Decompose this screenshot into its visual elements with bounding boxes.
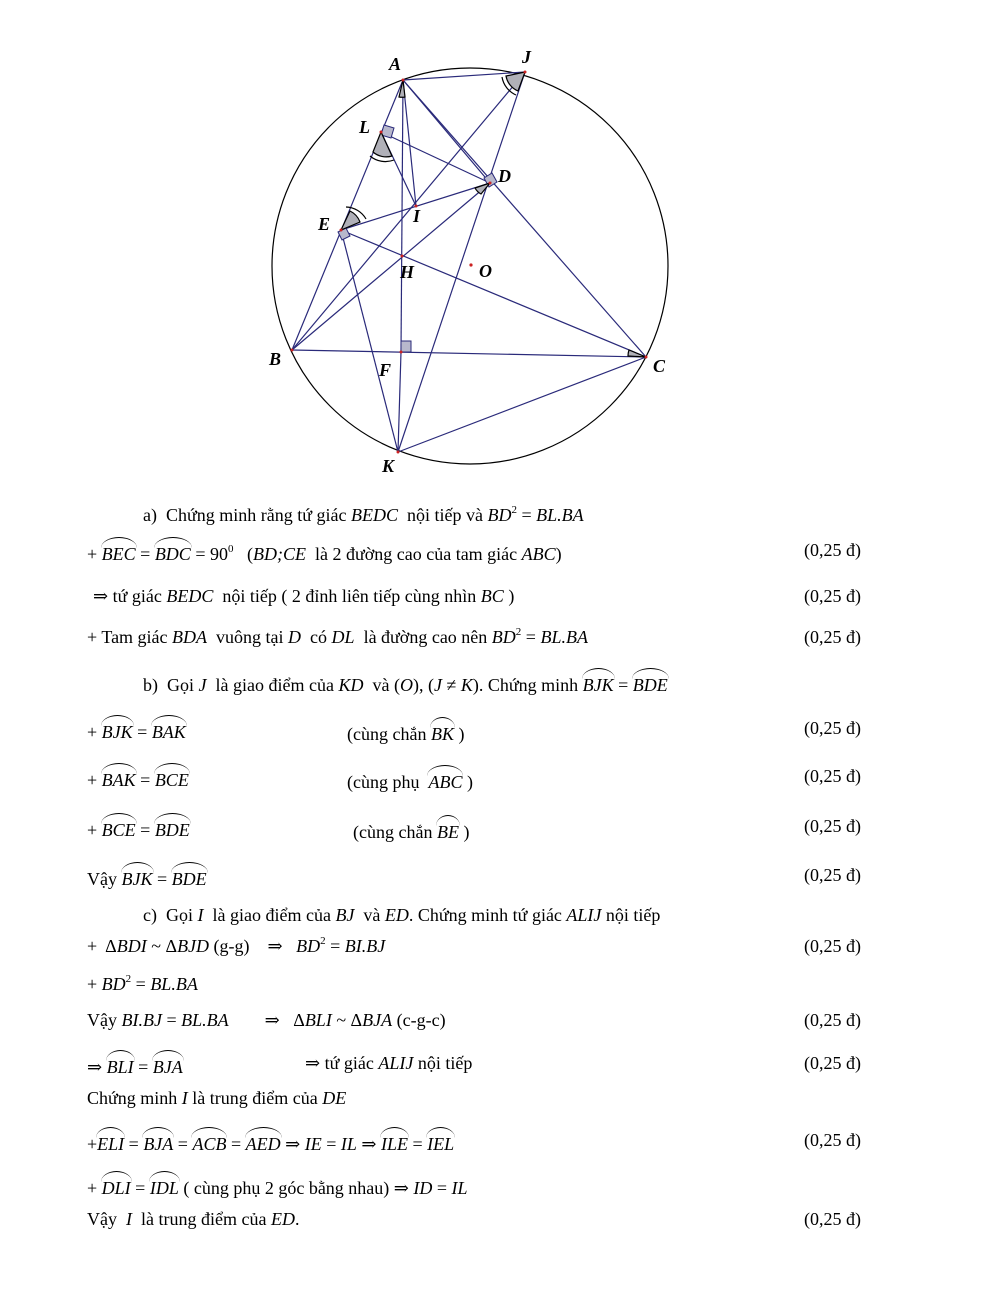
part-a-step-2: ⇒ tứ giác BEDC nội tiếp ( 2 đỉnh liên tiếp cùng nhìn BC ) — [93, 586, 515, 606]
right-angle-f — [401, 341, 411, 352]
label-l: L — [359, 117, 370, 137]
part-a-step-1: + BEC = BDC = $90^0$ (BD;CE là 2 đường cao của tam giác ABC) — [87, 539, 562, 565]
label-f: F — [379, 360, 392, 380]
part-c-step-6: +ELI = BJA = ACB = AED ⇒ IE = IL ⇒ ILE = IEL — [87, 1129, 454, 1155]
points-a1: (0,25 đ) — [804, 540, 861, 560]
points-b2: (0,25 đ) — [804, 766, 861, 786]
part-c-step-4b: ⇒ tứ giác ALIJ nội tiếp — [305, 1053, 473, 1073]
part-b-step-3: + BCE = BDE — [87, 815, 190, 841]
label-j: J — [522, 47, 531, 67]
label-k: K — [382, 456, 395, 476]
segment-bj — [292, 72, 525, 350]
label-d: D — [498, 166, 511, 186]
part-a-title: a) Chứng minh rằng tứ giác BEDC nội tiếp và $BD^2 = BL.BA$ — [143, 504, 584, 525]
part-b-reason-2: (cùng phụ ABC ) — [347, 767, 473, 793]
points-b1: (0,25 đ) — [804, 718, 861, 738]
angle-d-fill — [475, 183, 490, 194]
segment-fk — [398, 352, 401, 452]
points-a3: (0,25 đ) — [804, 627, 861, 647]
label-e: E — [318, 214, 331, 234]
points-c8: (0,25 đ) — [804, 1209, 861, 1229]
part-b-title: b) Gọi J là giao điểm của KD và (O), (J ≠ K). Chứng minh BJK = BDE — [143, 670, 668, 696]
label-b: B — [269, 349, 282, 369]
points-c3: (0,25 đ) — [804, 1010, 861, 1030]
part-c-conclusion: Vậy I là trung điểm của ED. — [87, 1209, 300, 1229]
label-h: H — [400, 262, 415, 282]
segment-ad — [403, 80, 490, 183]
label-c: C — [653, 356, 666, 376]
part-b-reason-3: (cùng chắn BE ) — [353, 817, 469, 843]
points-c6: (0,25 đ) — [804, 1130, 861, 1150]
part-a-step-3: + Tam giác BDA vuông tại D có DL là đường cao nên $BD^2 = BL.BA$ — [87, 626, 588, 647]
label-o: O — [479, 261, 492, 281]
part-b-conclusion: Vậy BJK = BDE — [87, 864, 207, 890]
part-c-step-5: Chứng minh I là trung điểm của DE — [87, 1088, 347, 1108]
points-b4: (0,25 đ) — [804, 865, 861, 885]
segment-ac — [403, 80, 646, 357]
part-c-step-3: Vậy BI.BJ = BL.BA ⇒ ΔBLI ~ ΔBJA (c-g-c) — [87, 1010, 446, 1030]
part-c-title: c) Gọi I là giao điểm của BJ và ED. Chứng minh tứ giác ALIJ nội tiếp — [143, 905, 661, 925]
points-c4: (0,25 đ) — [804, 1053, 861, 1073]
label-i: I — [413, 206, 421, 226]
segment-af — [401, 80, 403, 352]
segment-bc — [292, 350, 646, 357]
part-b-reason-1: (cùng chắn BK ) — [347, 719, 464, 745]
points-b3: (0,25 đ) — [804, 816, 861, 836]
geometry-figure — [0, 0, 1000, 490]
label-a: A — [389, 54, 402, 74]
segment-ld — [381, 132, 490, 183]
segment-ce — [341, 230, 646, 357]
part-b-step-1: + BJK = BAK — [87, 717, 186, 743]
part-c-step-1: + ΔBDI ~ ΔBJD (g-g) ⇒ $BD^2 = BI.BJ$ — [87, 935, 386, 956]
part-c-step-4: ⇒ BLI = BJA — [87, 1052, 183, 1078]
segment-ek — [341, 230, 398, 452]
part-c-step-7: + DLI = IDL ( cùng phụ 2 góc bằng nhau) ⇒ ID = IL — [87, 1173, 468, 1199]
center-o — [469, 263, 472, 266]
part-b-step-2: + BAK = BCE — [87, 765, 189, 791]
part-c-step-2: + $BD^2 = BL.BA$ — [87, 973, 198, 994]
segment-ck — [398, 357, 646, 452]
points-a2: (0,25 đ) — [804, 586, 861, 606]
points-c1: (0,25 đ) — [804, 936, 861, 956]
